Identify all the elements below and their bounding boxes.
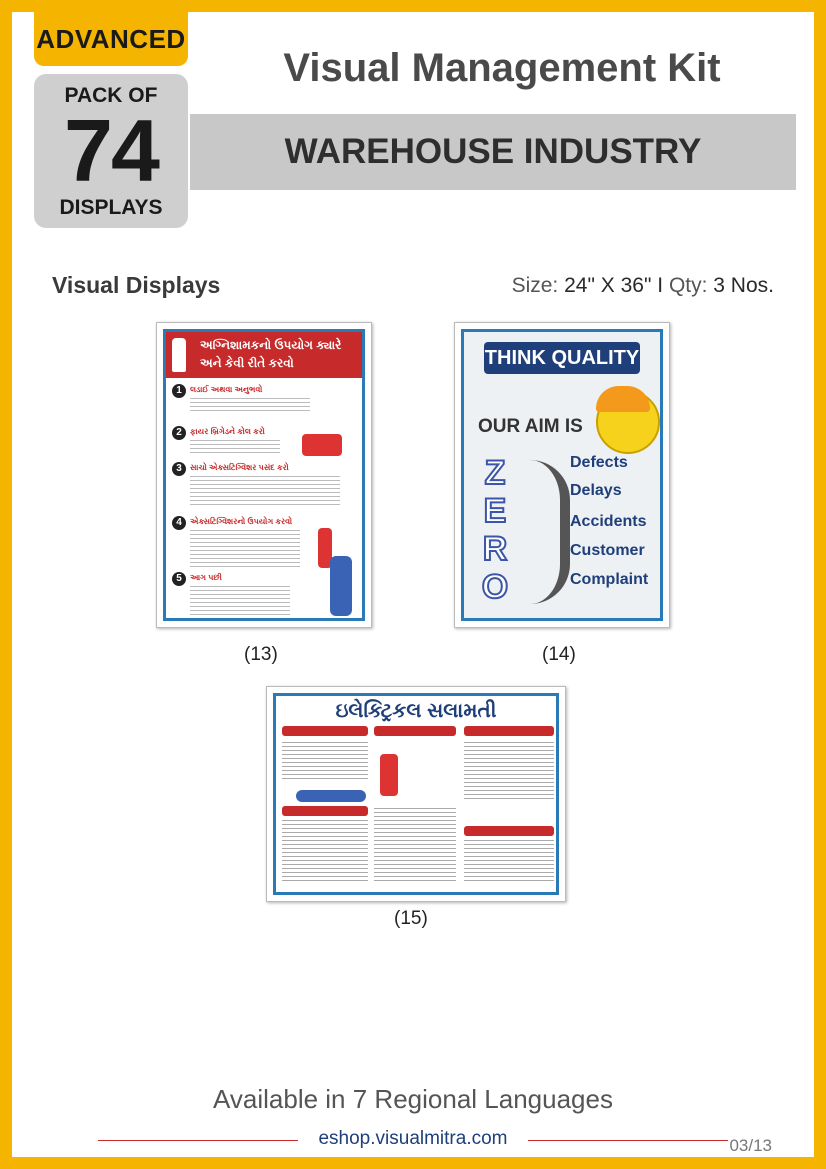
pack-count: 74 xyxy=(64,101,158,200)
section-bar xyxy=(464,726,554,736)
person-icon xyxy=(330,556,352,616)
poster-15-title: ઇલેક્ટ્રિકલ સલામતી xyxy=(335,700,497,722)
think-quality-banner: THINK QUALITY xyxy=(484,342,640,374)
text-lines xyxy=(190,530,300,570)
shop-link[interactable]: eshop.visualmitra.com xyxy=(310,1128,515,1149)
step-title: એક્સટિંગ્વિશરનો ઉપયોગ કરવો xyxy=(190,517,293,526)
qty-label: Qty: xyxy=(668,274,708,297)
section-bar xyxy=(282,726,368,736)
poster-caption: (13) xyxy=(244,644,278,665)
qty-value: 3 Nos. xyxy=(713,274,774,297)
text-lines xyxy=(190,398,310,414)
worker-icon xyxy=(380,754,398,796)
extinguisher-icon xyxy=(172,338,186,372)
fire-truck-icon xyxy=(302,434,342,456)
aim-item: Accidents xyxy=(570,513,647,530)
pack-badge xyxy=(34,74,188,228)
page-title: Visual Management Kit xyxy=(283,46,721,90)
pack-unit: DISPLAYS xyxy=(59,196,163,219)
size-value: 24" X 36" xyxy=(564,274,652,297)
person-icon xyxy=(296,790,366,802)
step-title: લડાઈ અથવા અનુભવો xyxy=(190,385,263,394)
text-lines xyxy=(190,476,340,508)
poster-electrical-safety[interactable] xyxy=(266,686,566,902)
text-lines xyxy=(282,820,368,882)
section-bar xyxy=(374,726,456,736)
languages-note: Available in 7 Regional Languages xyxy=(213,1084,613,1114)
aim-item: Customer xyxy=(570,542,645,559)
text-lines xyxy=(190,586,290,616)
aim-item: Defects xyxy=(570,454,628,471)
page-number: 03/13 xyxy=(729,1136,772,1155)
poster-caption: (14) xyxy=(542,644,576,665)
step-title: સાચો એક્સટિંગ્વિશર પસંદ કરો xyxy=(190,463,289,472)
poster-fire-extinguisher[interactable] xyxy=(156,322,372,628)
pack-label: PACK OF xyxy=(64,84,158,107)
step-title: આગ પછી xyxy=(190,573,222,582)
section-bar xyxy=(282,806,368,816)
step-number: 5 xyxy=(172,572,186,586)
step-number: 1 xyxy=(172,384,186,398)
text-lines xyxy=(374,808,456,882)
text-lines xyxy=(464,742,554,802)
zero-letter: O xyxy=(481,568,509,606)
aim-item: Complaint xyxy=(570,571,649,588)
text-lines xyxy=(282,742,368,782)
text-lines xyxy=(464,840,554,882)
smiley-icon xyxy=(596,390,660,454)
aim-text: OUR AIM IS xyxy=(478,416,583,437)
section-bar xyxy=(464,826,554,836)
size-label: Size: xyxy=(511,274,559,297)
step-title: ફાયર બ્રિગેડને કોલ કરો xyxy=(190,427,265,436)
poster-think-quality[interactable] xyxy=(454,322,670,628)
size-separator: I xyxy=(657,274,664,297)
step-number: 3 xyxy=(172,462,186,476)
zero-letter: E xyxy=(483,492,507,530)
catalog-page xyxy=(12,12,814,1157)
brace-icon xyxy=(520,460,570,604)
section-label: Visual Displays xyxy=(52,272,221,298)
step-number: 4 xyxy=(172,516,186,530)
size-qty-line xyxy=(512,274,774,298)
aim-item: Delays xyxy=(570,482,622,499)
step-number: 2 xyxy=(172,426,186,440)
text-lines xyxy=(190,440,280,456)
zero-letter: R xyxy=(482,530,508,568)
industry-banner: WAREHOUSE INDUSTRY xyxy=(190,114,796,190)
advanced-badge: ADVANCED xyxy=(34,12,188,66)
zero-letter: Z xyxy=(484,454,506,492)
poster-caption: (15) xyxy=(394,908,428,929)
poster-13-heading: અગ્નિશામકનો ઉપયોગ ક્યારે અને કેવી રીતે કરવો xyxy=(166,332,362,378)
